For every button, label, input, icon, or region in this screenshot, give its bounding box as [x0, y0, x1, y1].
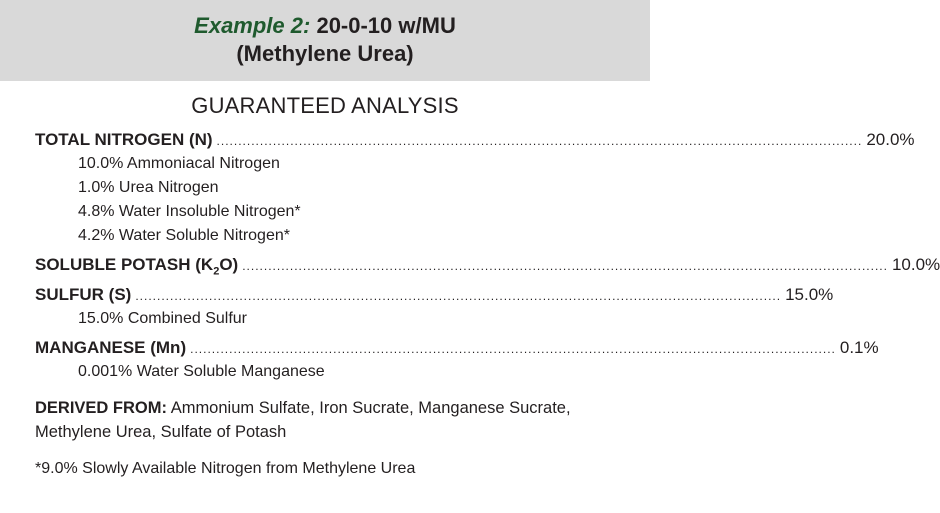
- leader-dots: .....................................................................................................................................................: [242, 259, 888, 273]
- soluble-potash-row: [35, 253, 940, 278]
- total-nitrogen-value: 20.0%: [866, 130, 915, 149]
- derived-from-paragraph: [35, 396, 615, 444]
- leader-dots: .....................................................................................................................................................: [190, 342, 836, 356]
- sulfur-label: SULFUR (S): [35, 285, 132, 304]
- derived-from-text: Ammonium Sulfate, Iron Sucrate, Manganese Sucrate, Methylene Urea, Sulfate of Potash: [35, 399, 571, 441]
- footnote: *9.0% Slowly Available Nitrogen from Methylene Urea: [35, 460, 416, 477]
- example-header: [0, 0, 650, 81]
- guaranteed-analysis-title: GUARANTEED ANALYSIS: [191, 93, 459, 118]
- manganese-row: [35, 336, 879, 360]
- nitrogen-component: 1.0% Urea Nitrogen: [78, 179, 219, 196]
- derived-from-label: DERIVED FROM:: [35, 399, 167, 417]
- soluble-potash-label: SOLUBLE POTASH $(K_2O)$: [35, 255, 239, 278]
- example-label: Example 2:: [194, 13, 311, 38]
- nitrogen-component: 4.2% Water Soluble Nitrogen*: [78, 227, 290, 244]
- nitrogen-component: 10.0% Ammoniacal Nitrogen: [78, 155, 280, 172]
- total-nitrogen-row: [35, 128, 915, 152]
- manganese-component: 0.001% Water Soluble Manganese: [78, 363, 325, 380]
- fertilizer-formula: 20-0-10 w/MU: [316, 13, 456, 38]
- example-title: [0, 12, 650, 40]
- sulfur-component: 15.0% Combined Sulfur: [78, 310, 247, 327]
- manganese-value: 0.1%: [839, 338, 879, 357]
- leader-dots: .....................................................................................................................................................: [216, 134, 863, 148]
- soluble-potash-value: 10.0%: [891, 255, 940, 274]
- example-subtitle: (Methylene Urea): [236, 41, 414, 66]
- nitrogen-component: 4.8% Water Insoluble Nitrogen*: [78, 203, 301, 220]
- sulfur-value: 15.0%: [785, 285, 834, 304]
- total-nitrogen-label: TOTAL NITROGEN (N): [35, 130, 213, 149]
- leader-dots: .....................................................................................................................................................: [135, 289, 782, 303]
- sulfur-row: [35, 283, 834, 307]
- manganese-label: MANGANESE (Mn): [35, 338, 187, 357]
